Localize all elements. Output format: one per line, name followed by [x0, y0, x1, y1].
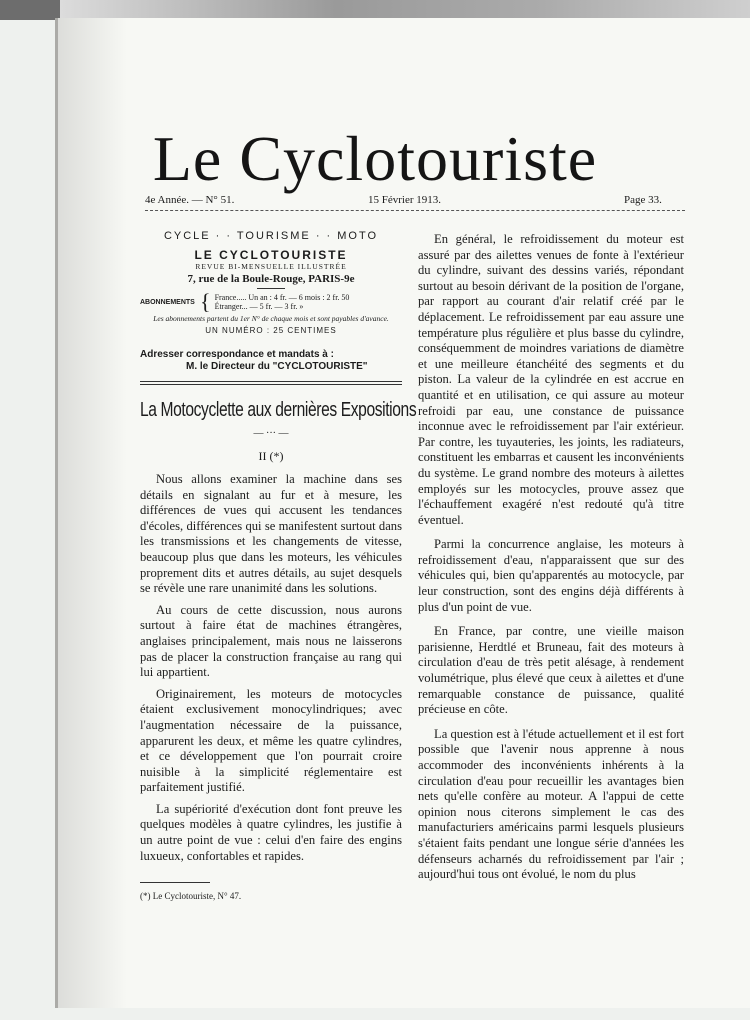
revue-subtitle: REVUE BI-MENSUELLE ILLUSTRÉE [195, 262, 347, 271]
journal-address: 7, rue de la Boule-Rouge, PARIS-9e [187, 273, 355, 285]
subscription-note: Les abonnements partent du 1er N° de chaque mois et sont payables d'avance. [153, 314, 389, 323]
subscription-row-france: France..... Un an : 4 fr. — 6 mois : 2 fr. 50 [214, 293, 350, 302]
scan-top-fade [60, 0, 750, 18]
subscription-row-etranger: Étranger... — 5 fr. — 3 fr. » [214, 302, 304, 311]
subscriptions-block [140, 289, 402, 314]
right-paragraph: Parmi la concurrence anglaise, les moteurs à refroidissement d'eau, n'apparaissent que sur des véhicules qui, bien qu'apparentés au motocycle, par leur construction, sont des engins déjà différents à plus d'un point de vue. [418, 537, 684, 614]
subscriptions-label: ABONNEMENTS [140, 298, 195, 306]
left-column [140, 230, 417, 911]
right-paragraph: La question est à l'étude actuellement et il est fort possible que l'avenir nous apprenne à nous accommoder des inconvénients inhérents à la circulation d'eau pour recueillir les avantages bien nets qu'elle confère au moteur. A l'appui de cette opinion nous citerons simplement le cas des manufacturiers américains parmi lesquels plusieurs s'étaient faits pendant une longue série d'années les défenseurs acharnés du refroidissement par l'air ; aujourd'hui tous ont évolué, le nom du plus [418, 726, 684, 882]
issue-date: 15 Février 1913. [368, 194, 442, 206]
issue-number: 4e Année. — N° 51. [145, 194, 235, 206]
divider [257, 288, 285, 289]
journal-name: LE CYCLOTOURISTE [194, 248, 348, 262]
part-number: II (*) [258, 449, 284, 463]
director-line: M. le Directeur du "CYCLOTOURISTE" [186, 361, 368, 372]
tagline: CYCLE · · TOURISME · · MOTO [163, 230, 379, 242]
brace-glyph: { [200, 289, 211, 314]
section-rule [140, 381, 402, 385]
left-paragraph: Originairement, les moteurs de motocycles étaient exclusivement monocylindriques; avec l'augmentation nécessaire de la puissance, apparurent les deux, et même les quatre cylindres, et ce développement que l'on pourrait croire nuisible à la simplicité réglementaire est parfaitement justifié. [140, 686, 402, 795]
footnote: (*) Le Cyclotouriste, N° 47. [140, 891, 242, 902]
masthead-title: Le Cyclotouriste [152, 123, 598, 194]
left-paragraph: Nous allons examiner la machine dans ses détails en signalant au fur et à mesure, les différences de vues qui accusent les tendances d'écoles, différences qui se manifestent surtout dans les transmissions et les changements de vitesse, beaucoup plus que dans les moteurs, les véhicules proprement dits et autres détails, au sujet desquels se révèle une rare unanimité dans les solutions. [140, 472, 402, 596]
issue-price: UN NUMÉRO : 25 CENTIMES [205, 326, 337, 335]
right-column [418, 232, 684, 892]
ornament: — ··· — [253, 428, 289, 439]
left-paragraph: Au cours de cette discussion, nous aurons surtout à faire état de machines étrangères, anglaises principalement, mais nous ne laisserons pas de placer la construction française au rang qui lui appartient. [140, 602, 402, 680]
footnote-rule [140, 882, 210, 883]
right-paragraph: En général, le refroidissement du moteur est assuré par des ailettes venues de fonte à l'extérieur du cylindre, suivant des dessins variés, répondant surtout au besoin dérivant de la position de l'organe, par rapport au courant d'air relatif créé par le déplacement. Le refroidissement par eau assure une température plus régulière et plus basse du cylindre, conséquemment de moindres variations de diamètre et une meilleure étanchéité des segments et du piston. La valeur de la cylindrée en est accrue en quantité et en utilisation, ce qui assure au moteur refroidi par eau, une constance de puissance inconnue avec le refroidissement par l'air extérieur. Par contre, les tuyauteries, les joints, les radiateurs, constituent les embarras et causent les inconvénients du système. Le grand nombre des moteurs à ailettes employés sur les motocycles, prouve assez que l'échauffement exagéré n'est redouté qu'à titre éventuel. [418, 232, 684, 527]
left-paragraph: La supériorité d'exécution dont font preuve les quelques modèles à quatre cylindres, les justifie à un autre point de vue : celui d'en faire des engins luxueux, confortables et rapides. [140, 801, 402, 863]
page-number: Page 33. [624, 194, 662, 206]
article-title: La Motocyclette aux dernières Expositions [140, 399, 417, 421]
correspondence-line: Adresser correspondance et mandats à : [140, 349, 334, 360]
correspondence-instructions [140, 349, 402, 373]
right-paragraph: En France, par contre, une vieille maison parisienne, Herdtlé et Bruneau, fait des moteurs à circulation d'eau de très petit alésage, à rendement volumétrique, plus élevé que ceux à ailettes et d'une remarquable constance de puissance, qualité précieuse en côte. [418, 624, 684, 717]
header-rule [145, 210, 685, 217]
